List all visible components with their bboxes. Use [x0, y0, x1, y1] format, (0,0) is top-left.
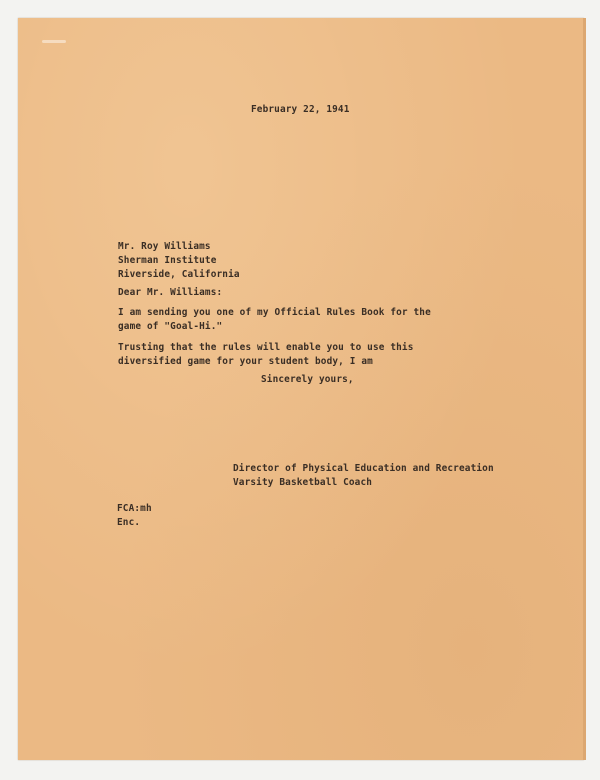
address-line-city: Riverside, California	[118, 269, 240, 280]
closing: Sincerely yours,	[261, 374, 354, 385]
signature-block	[233, 462, 494, 490]
paragraph-2-line-1: Trusting that the rules will enable you to use this	[118, 342, 414, 353]
paragraph-2-line-2: diversified game for your student body, I am	[118, 356, 373, 367]
paragraph-1-line-2: game of "Goal-Hi."	[118, 321, 223, 332]
address-line-institution: Sherman Institute	[118, 255, 217, 266]
paragraph-2	[118, 341, 414, 369]
enclosure-note: Enc.	[117, 517, 141, 528]
corner-mark	[42, 40, 66, 43]
signature-title-1: Director of Physical Education and Recreation	[233, 463, 494, 474]
paragraph-1	[118, 306, 431, 334]
address-line-name: Mr. Roy Williams	[118, 241, 211, 252]
signature-title-2: Varsity Basketball Coach	[233, 477, 373, 488]
reference-initials-block	[117, 502, 152, 530]
salutation: Dear Mr. Williams:	[118, 287, 223, 298]
recipient-address	[118, 240, 240, 282]
reference-initials: FCA:mh	[117, 503, 152, 514]
letter-page	[18, 18, 584, 760]
paragraph-1-line-1: I am sending you one of my Official Rules Book for the	[118, 307, 431, 318]
letter-date: February 22, 1941	[251, 104, 350, 115]
